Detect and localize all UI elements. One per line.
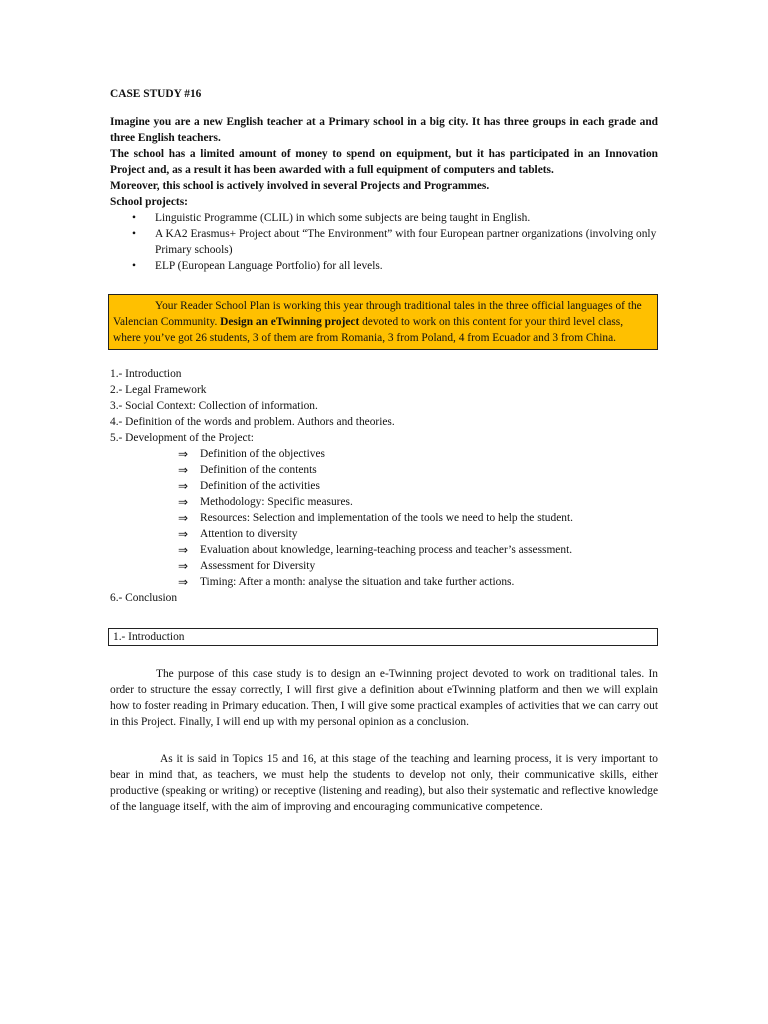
- section-heading: 1.- Introduction: [113, 631, 185, 643]
- arrow-icon: ⇒: [178, 463, 189, 477]
- body-paragraph: As it is said in Topics 15 and 16, at this stage of the teaching and learning process, it is very important to bear in mind that, as teachers, we must help the students to develop not only, their communicative skills, either productive (speaking or writing) or receptive (listening and reading), but also their systematic and reflective knowledge of the language itself, with the aim of improving and encouraging communicative competence.: [110, 753, 658, 813]
- outline-subitem-text: Definition of the contents: [200, 464, 317, 476]
- list-item: • ELP (European Language Portfolio) for all levels.: [110, 258, 658, 274]
- arrow-icon: ⇒: [178, 447, 189, 461]
- arrow-icon: ⇒: [178, 511, 189, 525]
- outline-subitem-text: Evaluation about knowledge, learning-teaching process and teacher’s assessment.: [200, 544, 573, 556]
- outline-subitem: [110, 494, 658, 510]
- outline-subitem: [110, 542, 658, 558]
- outline-subitem-text: Assessment for Diversity: [200, 560, 316, 572]
- outline-subitems: [110, 446, 658, 590]
- task-text-emphasis: Design an eTwinning project: [220, 316, 360, 328]
- outline-subitem: [110, 526, 658, 542]
- school-projects-label: School projects:: [110, 196, 188, 208]
- case-study-title: CASE STUDY #16: [110, 88, 202, 100]
- outline-item: 6.- Conclusion: [110, 592, 178, 604]
- body-paragraph: The purpose of this case study is to design an e-Twinning project devoted to work on traditional tales. In order to structure the essay correctly, I will first give a definition about eTwinning platform and then we will explain how to foster reading in Primary education. Then, I will give some practical examples of activities that we can carry out in this Project. Finally, I will end up with my personal opinion as a conclusion.: [110, 668, 658, 728]
- arrow-icon: ⇒: [178, 559, 189, 573]
- outline-subitem: [110, 462, 658, 478]
- outline-subitem-text: Timing: After a month: analyse the situation and take further actions.: [200, 576, 515, 588]
- arrow-icon: ⇒: [178, 479, 189, 493]
- outline-subitem-text: Resources: Selection and implementation of the tools we need to help the student.: [200, 512, 573, 524]
- arrow-icon: ⇒: [178, 575, 189, 589]
- arrow-icon: ⇒: [178, 543, 189, 557]
- intro-paragraph: The school has a limited amount of money to spend on equipment, but it has participated in an Innovation Project and, as a result it has been awarded with a full equipment of computers and tablets.: [110, 148, 658, 176]
- outline-item: 3.- Social Context: Collection of information.: [110, 400, 318, 412]
- outline-subitem: [110, 558, 658, 574]
- task-text-before: Your Reader School Plan is working this year through traditional tales in the three official languages of the Valencian Community.: [113, 300, 642, 328]
- list-item: • A KA2 Erasmus+ Project about “The Environment” with four European partner organizations (involving only Primary schools): [110, 226, 658, 258]
- outline-subitem: [110, 446, 658, 462]
- intro-paragraph: Imagine you are a new English teacher at a Primary school in a big city. It has three groups in each grade and three English teachers.: [110, 116, 658, 144]
- outline: [110, 366, 658, 606]
- outline-item: 5.- Development of the Project:: [110, 432, 254, 444]
- outline-subitem-text: Attention to diversity: [200, 528, 298, 540]
- list-item: • Linguistic Programme (CLIL) in which some subjects are being taught in English.: [110, 210, 658, 226]
- arrow-icon: ⇒: [178, 527, 189, 541]
- outline-item: 1.- Introduction: [110, 368, 182, 380]
- outline-subitem-text: Definition of the activities: [200, 480, 320, 492]
- outline-subitem-text: Methodology: Specific measures.: [200, 496, 353, 508]
- section-heading-box: [108, 628, 658, 646]
- document-page: [110, 86, 658, 815]
- arrow-icon: ⇒: [178, 495, 189, 509]
- outline-item: 2.- Legal Framework: [110, 384, 207, 396]
- outline-subitem: [110, 574, 658, 590]
- outline-subitem: [110, 510, 658, 526]
- outline-subitem-text: Definition of the objectives: [200, 448, 325, 460]
- task-text-after: devoted to work on this content for your third level class, where you’ve got 26 students, 3 of them are from Romania, 3 from Poland, 4 from Ecuador and 3 from China.: [113, 316, 624, 344]
- outline-subitem: [110, 478, 658, 494]
- intro-paragraph: Moreover, this school is actively involved in several Projects and Programmes.: [110, 180, 490, 192]
- task-box: [108, 294, 658, 350]
- school-projects-list: [110, 210, 658, 274]
- task-text-lead: [113, 300, 155, 312]
- outline-item: 4.- Definition of the words and problem. Authors and theories.: [110, 416, 395, 428]
